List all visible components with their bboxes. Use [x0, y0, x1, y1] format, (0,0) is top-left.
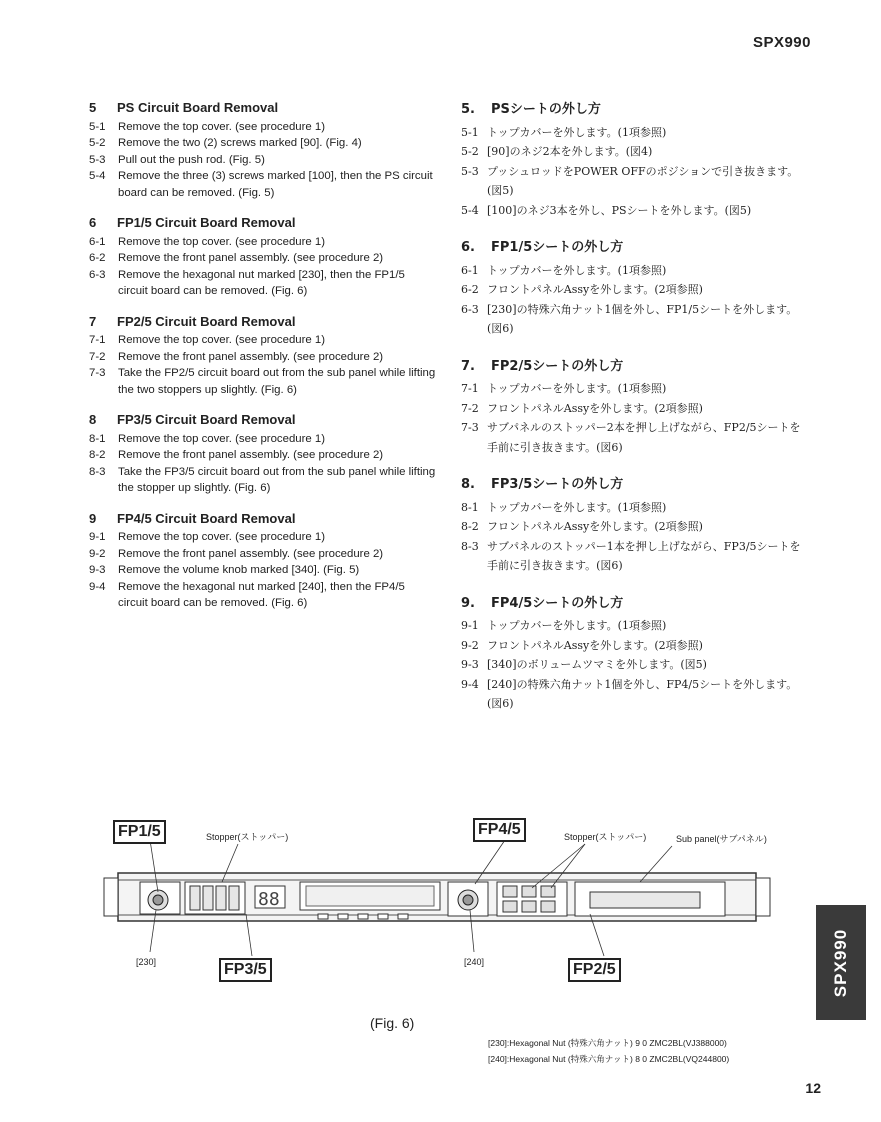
step — [461, 675, 811, 714]
stopper-label-1: Stopper(ストッパー) — [206, 832, 289, 842]
section-6 — [89, 215, 437, 300]
section-title: FP3/5シートの外し方 — [491, 477, 624, 492]
step-number: 7-2 — [461, 401, 479, 415]
section-title: FP1/5シートの外し方 — [491, 240, 624, 255]
step-text: Remove the top cover. (see procedure 1) — [118, 432, 326, 445]
step-text: Remove the hexagonal nut marked [230], then the FP1/5 circuit board can be removed. (Fig. 6) — [118, 268, 405, 297]
step — [461, 399, 811, 419]
step — [89, 135, 437, 152]
step-number: 9-2 — [461, 638, 479, 652]
step-number: 7-1 — [461, 382, 479, 395]
section-title: FP2/5シートの外し方 — [491, 358, 624, 374]
section-title: PSシートの外し方 — [491, 102, 601, 117]
step — [461, 142, 811, 162]
side-tab — [816, 905, 866, 1020]
step-text: Remove the front panel assembly. (see procedure 2) — [118, 252, 384, 264]
step-text: Remove the top cover. (see procedure 1) — [118, 334, 326, 346]
step-number: 5-3 — [461, 164, 479, 178]
ref-230: [230] — [136, 957, 157, 967]
side-tab-label: SPX990 — [831, 928, 850, 997]
step-text: [240]の特殊六角ナット1個を外し、FP4/5シートを外します。(図6) — [487, 677, 798, 710]
section-title: FP4/5 Circuit Board Removal — [117, 510, 296, 526]
step — [89, 250, 437, 267]
step-text: Remove the top cover. (see procedure 1) — [118, 235, 326, 248]
step — [89, 562, 437, 579]
section-heading — [89, 215, 437, 232]
step — [89, 431, 437, 448]
fp4-label: FP4/5 — [473, 818, 526, 842]
section-number: 9. — [461, 595, 475, 611]
section-heading — [461, 100, 811, 120]
step-number: 9-1 — [461, 619, 479, 632]
section-title: FP4/5シートの外し方 — [491, 595, 624, 611]
step-text: フロントパネルAssyを外します。(2項参照) — [487, 401, 703, 415]
step — [89, 529, 437, 546]
section-5 — [89, 100, 437, 201]
step-text: トップカバーを外します。(1項参照) — [487, 382, 667, 395]
section-number: 8 — [89, 412, 97, 427]
step-number: 8-2 — [89, 449, 106, 461]
section-number: 5. — [461, 102, 475, 117]
step-number: 7-3 — [461, 421, 479, 434]
section-5 — [461, 100, 811, 220]
step-text: Remove the two (2) screws marked [90]. (Fig. 4) — [118, 137, 362, 149]
section-heading — [461, 475, 811, 495]
step — [89, 349, 437, 366]
parts-note-240: [240]:Hexagonal Nut (特殊六角ナット) 8 0 ZMC2BL(VQ244800) — [488, 1054, 730, 1064]
model-header: SPX990 — [752, 34, 811, 51]
section-heading — [89, 511, 437, 528]
section-title: FP1/5 Circuit Board Removal — [117, 215, 296, 230]
step-text: [230]の特殊六角ナット1個を外し、FP1/5シートを外します。(図6) — [487, 302, 798, 335]
section-7 — [89, 314, 437, 399]
step-text: Remove the volume knob marked [340]. (Fig. 5) — [118, 564, 360, 576]
step-text: [340]のボリュームツマミを外します。(図5) — [487, 658, 707, 671]
step-text: Remove the front panel assembly. (see procedure 2) — [118, 350, 384, 363]
step-number: 8-1 — [89, 432, 106, 445]
subpanel-label: Sub panel(サブパネル) — [676, 834, 767, 844]
english-column — [89, 100, 437, 626]
step-number: 5-2 — [89, 137, 106, 149]
step — [461, 379, 811, 399]
step — [461, 418, 811, 457]
step-text: サブパネルのストッパー2本を押し上げながら、FP2/5シートを手前に引き抜きます。(図6) — [487, 421, 801, 454]
step-number: 9-1 — [89, 531, 106, 543]
step-text: Remove the top cover. (see procedure 1) — [118, 531, 326, 543]
step — [461, 537, 811, 576]
fp3-label: FP3/5 — [219, 958, 272, 982]
step-text: トップカバーを外します。(1項参照) — [487, 619, 667, 632]
step-text: Pull out the push rod. (Fig. 5) — [118, 153, 265, 166]
section-8 — [89, 412, 437, 497]
step-text: トップカバーを外します。(1項参照) — [487, 263, 667, 277]
svg-text:88: 88 — [258, 889, 280, 910]
step-number: 9-3 — [461, 658, 479, 671]
section-heading — [89, 100, 437, 117]
section-heading — [461, 594, 811, 614]
section-9 — [89, 511, 437, 612]
step-number: 9-4 — [89, 580, 106, 593]
step — [89, 447, 437, 464]
section-number: 6 — [89, 215, 97, 230]
step-number: 7-2 — [89, 350, 106, 363]
step — [89, 546, 437, 563]
step — [89, 152, 437, 169]
step-number: 6-1 — [89, 235, 106, 248]
step-text: トップカバーを外します。(1項参照) — [487, 500, 667, 514]
step-text: Take the FP2/5 circuit board out from the sub panel while lifting the two stoppers up slightly. (Fig. 6) — [118, 367, 436, 396]
step-number: 6-3 — [89, 268, 106, 281]
section-number: 6. — [461, 240, 475, 255]
step — [461, 616, 811, 636]
section-number: 5 — [89, 100, 97, 115]
step-text: Remove the hexagonal nut marked [240], then the FP4/5 circuit board can be removed. (Fig. 6) — [118, 580, 405, 609]
step-number: 9-3 — [89, 564, 106, 576]
fp2-label: FP2/5 — [568, 958, 621, 982]
ref-240: [240] — [464, 957, 485, 967]
section-title: PS Circuit Board Removal — [117, 100, 279, 115]
section-title: FP2/5 Circuit Board Removal — [117, 313, 296, 329]
section-heading — [461, 238, 811, 258]
step-number: 5-4 — [89, 170, 106, 182]
step-text: フロントパネルAssyを外します。(2項参照) — [487, 283, 703, 296]
section-number: 8. — [461, 477, 475, 492]
step — [89, 332, 437, 349]
step — [89, 119, 437, 136]
step — [461, 655, 811, 675]
section-7 — [461, 357, 811, 458]
step — [89, 234, 437, 251]
section-heading — [89, 314, 437, 331]
section-title: FP3/5 Circuit Board Removal — [117, 412, 296, 427]
section-number: 7 — [89, 313, 97, 329]
step-number: 5-1 — [89, 120, 106, 133]
section-number: 9 — [89, 510, 97, 526]
parts-note-230: [230]:Hexagonal Nut (特殊六角ナット) 9 0 ZMC2BL(VJ388000) — [488, 1038, 727, 1048]
section-6 — [461, 238, 811, 339]
step-number: 9-2 — [89, 547, 106, 560]
step-text: Remove the front panel assembly. (see procedure 2) — [118, 449, 384, 461]
page-number: 12 — [805, 1080, 821, 1096]
step — [461, 123, 811, 143]
step-text: [100]のネジ3本を外し、PSシートを外します。(図5) — [487, 203, 752, 217]
step-number: 8-2 — [461, 520, 479, 533]
section-8 — [461, 475, 811, 576]
step-number: 5-1 — [461, 125, 479, 139]
section-heading — [89, 412, 437, 429]
japanese-column — [461, 100, 811, 732]
step-text: フロントパネルAssyを外します。(2項参照) — [487, 520, 703, 533]
step — [89, 168, 437, 201]
step-number: 5-4 — [461, 203, 479, 217]
step-number: 6-2 — [461, 283, 479, 296]
step-number: 6-2 — [89, 252, 106, 264]
section-number: 7. — [461, 358, 475, 374]
stopper-label-2: Stopper(ストッパー) — [564, 832, 647, 842]
step-text: Remove the front panel assembly. (see procedure 2) — [118, 547, 384, 560]
step — [89, 267, 437, 300]
fp1-label: FP1/5 — [113, 820, 166, 844]
step-text: フロントパネルAssyを外します。(2項参照) — [487, 638, 703, 652]
step-number: 9-4 — [461, 677, 479, 691]
step-number: 6-1 — [461, 263, 479, 277]
step — [461, 280, 811, 300]
step-number: 8-3 — [461, 539, 479, 553]
step-number: 8-3 — [89, 465, 106, 478]
step-number: 7-3 — [89, 367, 106, 379]
step — [89, 464, 437, 497]
step-text: サブパネルのストッパー1本を押し上げながら、FP3/5シートを手前に引き抜きます。(図6) — [487, 539, 801, 572]
step-number: 8-1 — [461, 500, 479, 514]
step — [461, 517, 811, 537]
step — [461, 300, 811, 339]
step — [461, 636, 811, 656]
step — [461, 261, 811, 281]
section-heading — [461, 357, 811, 377]
step — [89, 579, 437, 612]
step — [461, 498, 811, 518]
step — [461, 201, 811, 221]
step-text: [90]のネジ2本を外します。(図4) — [487, 145, 653, 158]
step-text: プッシュロッドをPOWER OFFのポジションで引き抜きます。(図5) — [487, 164, 799, 197]
step-number: 6-3 — [461, 302, 479, 316]
step-number: 7-1 — [89, 334, 106, 346]
step-number: 5-2 — [461, 145, 479, 158]
step — [461, 162, 811, 201]
step-text: トップカバーを外します。(1項参照) — [487, 125, 667, 139]
figure-caption: (Fig. 6) — [370, 1015, 415, 1031]
fig-6-diagram — [0, 810, 881, 1000]
section-9 — [461, 594, 811, 714]
step-text: Remove the top cover. (see procedure 1) — [118, 120, 326, 133]
step-number: 5-3 — [89, 153, 106, 166]
step-text: Remove the three (3) screws marked [100], then the PS circuit board can be removed. (Fig. 5) — [118, 170, 433, 199]
step — [89, 365, 437, 398]
step-text: Take the FP3/5 circuit board out from the sub panel while lifting the stopper up slightly. (Fig. 6) — [118, 465, 436, 494]
